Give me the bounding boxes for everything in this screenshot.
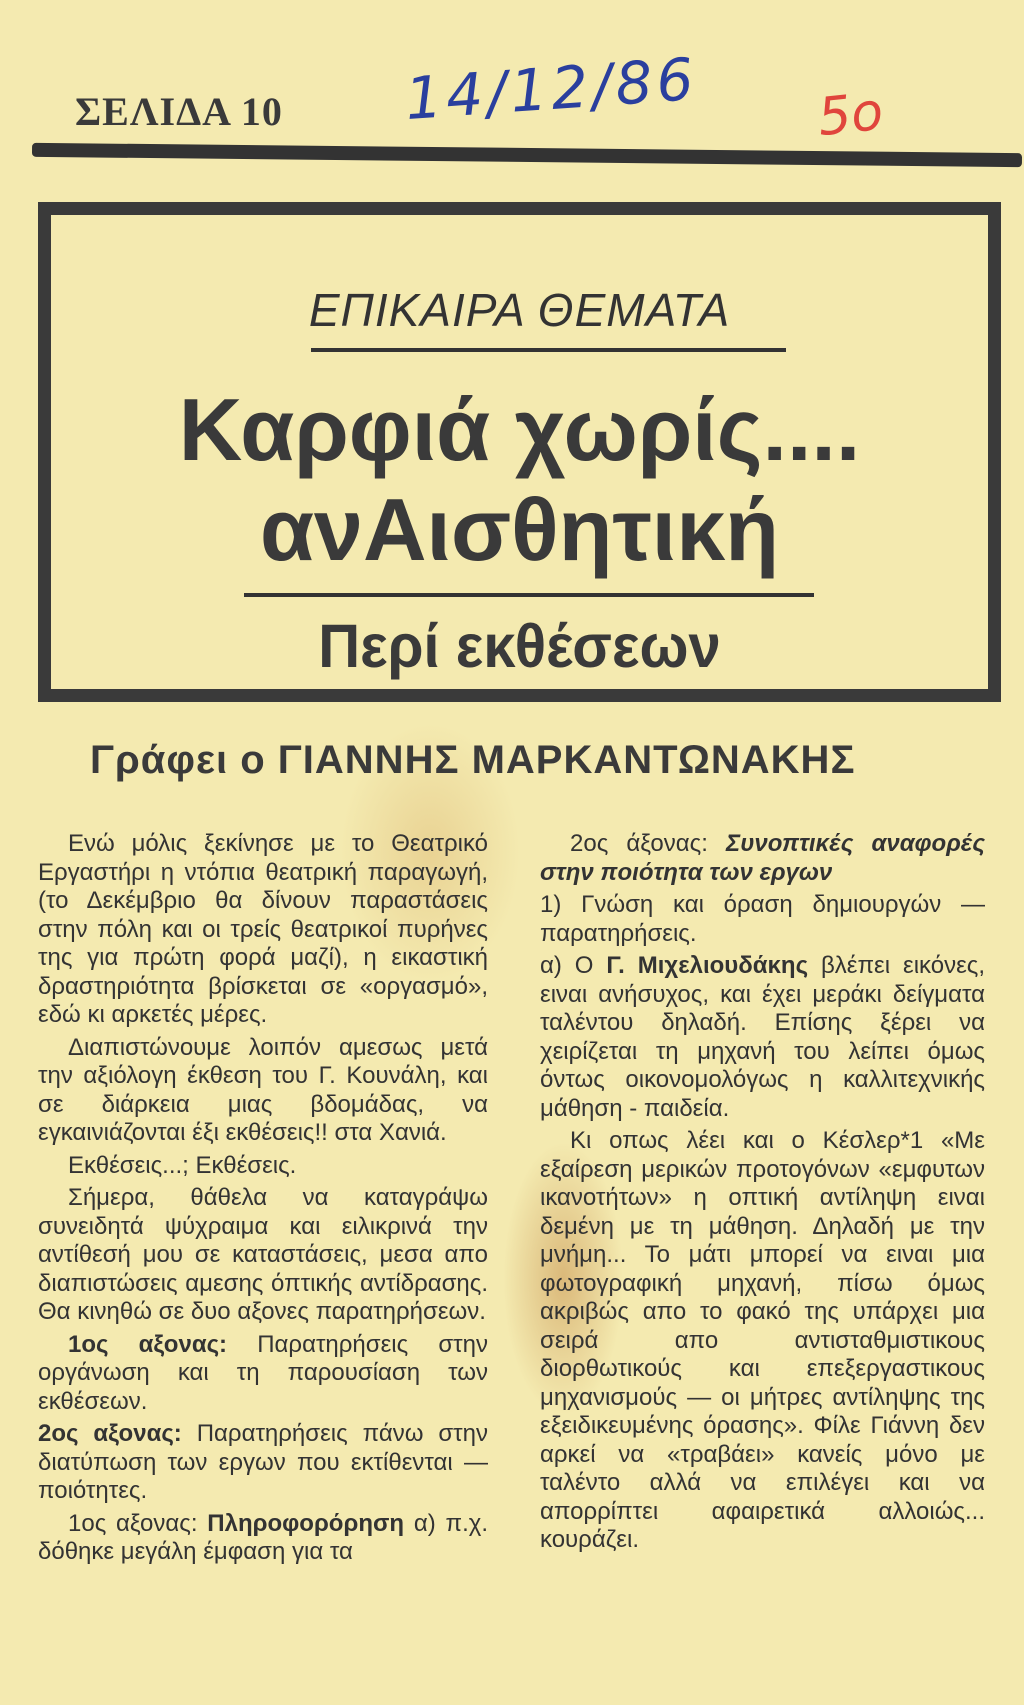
paragraph	[38, 1510, 488, 1567]
kicker-rule	[311, 348, 786, 352]
paragraph: 1) Γνώση και όραση δημιουργών — παρατηρήσεις.	[540, 891, 985, 947]
paragraph-prefix: α) Ο	[540, 952, 607, 979]
section-label: Συνοπτικές αναφορές στην ποιότητα των εργων	[540, 830, 986, 886]
section-label: Πληροφορόρηση	[207, 1509, 405, 1537]
kicker: ΕΠΙΚΑΙΡΑ ΘΕΜΑΤΑ	[308, 284, 731, 336]
title-line-2: ανΑισθητική	[259, 480, 780, 579]
byline: Γράφει ο ΓΙΑΝΝΗΣ ΜΑΡΚΑΝΤΩΝΑΚΗΣ	[90, 738, 856, 782]
paragraph	[540, 830, 985, 887]
paragraph: Σήμερα, θάθελα να καταγράψω συνειδητά ψύχραιμα και ειλικρινά την αντίθεσή μου σε καταστάσεις, μεσα απο διαπιστώσεις αμεσης όπτικής αντίδρασης. Θα κινηθώ σε δυο αξονες παρατηρήσεων.	[38, 1184, 488, 1325]
left-column	[38, 830, 488, 1571]
paragraph: Κι οπως λέει και ο Κέσλερ*1 «Με εξαίρεση μερικών προτογόνων «εμφυτων ικανοτήτων» η οπτική αντίληψη ειναι δεμένη με τη μάθηση. Δηλαδή με την μνήμη... Το μάτι μπορεί να ειναι μια φωτογραφική μηχανή, πίσω όμως ακριβώς απο το φακό της υπάρχει μια σειρά απο αντισταθμιστικους διορθωτικούς και επεξεργαστικους μηχανισμούς — οι μήτρες αντίληψης της εξειδικευμένης όρασης». Φίλε Γιάννη δεν αρκεί να «τραβάει» κανείς μόνο με ταλέντο αλλά να επιλέγει και να απορρίπτει αφαιρετικά αλλοιώς... κουράζει.	[540, 1127, 985, 1553]
headline-box	[38, 202, 1001, 702]
paragraph-text: Παρατηρήσεις πάνω στην διατύπωση των εργων που εκτίθενται — ποιότητες.	[38, 1420, 488, 1504]
right-column	[540, 830, 985, 1559]
paragraph	[38, 1331, 488, 1417]
paragraph: Ενώ μόλις ξεκίνησε με το Θεατρικό Εργαστήρι η ντόπια θεατρική παραγωγή, (το Δεκέμβριο θα δίνουν παραστάσεις στην πόλη και οι τρείς θεατρικοί πυρήνες της για πρώτη φορά μαζί), η εικαστική δραστηριότητα βρίσκεται σε «οργασμό», εδώ κι αρκετές μέρες.	[38, 830, 488, 1028]
top-rule	[32, 143, 1022, 167]
paragraph-text: α) π.χ. δόθηκε μεγάλη έμφαση για τα	[38, 1509, 488, 1565]
axis-label: 2ος αξονας:	[38, 1420, 182, 1447]
subtitle: Περί εκθέσεων	[318, 612, 721, 681]
handwritten-number: 5ο	[815, 81, 886, 149]
paragraph	[38, 1420, 488, 1506]
title-line-1: Καρφιά χωρίς....	[178, 380, 861, 479]
main-title	[51, 380, 988, 580]
axis-label: 1ος αξονας:	[68, 1330, 228, 1358]
paragraph: Διαπιστώνουμε λοιπόν αμεσως μετά την αξιόλογη έκθεση του Γ. Κουνάλη, και σε διάρκεια μιας βδομάδας, να εγκαινιάζονται έξι εκθέσεις!! στα Χανιά.	[38, 1033, 488, 1146]
paragraph: Εκθέσεις...; Εκθέσεις.	[68, 1151, 297, 1179]
artist-name: Γ. Μιχελιουδάκης	[606, 952, 809, 979]
handwritten-date: 14/12/86	[402, 44, 700, 134]
paragraph-prefix: 1ος αξονας:	[68, 1509, 208, 1537]
paragraph-prefix: 2ος άξονας:	[570, 830, 727, 857]
paragraph-text: βλέπει εικόνες, ειναι ανήσυχος, και έχει μεράκι δείγματα ταλέντου δηλαδή. Επίσης ξέρει να χειρίζεται τη μηχανή του λείπει όμως όντως οικονομολόγως η καλλιτεχνικής μάθηση - παιδεία.	[540, 952, 986, 1122]
paragraph-text: Παρατηρήσεις στην οργάνωση και τη παρουσίαση των εκθέσεων.	[38, 1330, 488, 1415]
page-label: ΣΕΛΙΔΑ 10	[75, 89, 283, 134]
subtitle-rule	[244, 593, 814, 597]
paragraph	[540, 952, 985, 1123]
